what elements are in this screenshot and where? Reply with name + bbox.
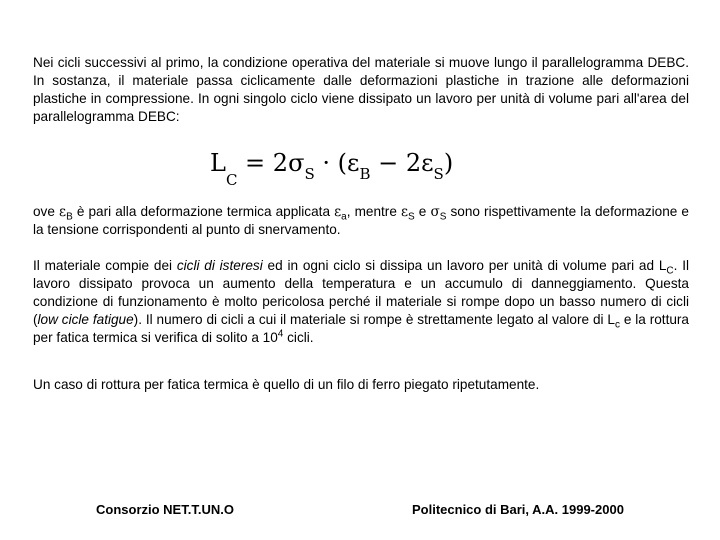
formula-eps-s: ε xyxy=(421,149,434,177)
formula-eps-b-sub: B xyxy=(359,165,371,183)
text-segment: . Il lavoro dissipato provoca un aumento della temperatura e un accumulo di danneggiamento. Questa condizione di funzionamento è molto pericolosa perché il materiale si rompe dopo un basso numero di cicli ( xyxy=(33,258,689,327)
symbol-epsilon: ε xyxy=(400,204,409,220)
subscript-a: a xyxy=(341,211,347,223)
text-segment: ). Il numero di cicli a cui il materiale si rompe è strettamente legato al valore di L xyxy=(133,312,615,327)
subscript-c: c xyxy=(614,319,620,331)
subscript-s: S xyxy=(408,211,415,223)
formula-equals: = xyxy=(237,149,273,177)
text-segment: è pari alla deformazione termica applicata xyxy=(72,204,335,219)
formula-dot: · ( xyxy=(314,149,347,177)
text-segment: cicli. xyxy=(283,330,314,345)
italic-term: cicli di isteresi xyxy=(176,258,263,273)
text-segment: e la rottura per fatica termica si verifica di solito a 10 xyxy=(33,312,689,345)
formula-sigma: σ xyxy=(288,149,305,177)
superscript-exponent: 4 xyxy=(277,328,284,340)
formula-eps-s-sub: S xyxy=(433,165,444,183)
text-segment: sono rispettivamente la deformazione e la tensione corrispondenti al punto di snervamento. xyxy=(33,204,689,237)
symbol-epsilon: ε xyxy=(334,204,342,220)
paragraph-intro: Nei cicli successivi al primo, la condizione operativa del materiale si muove lungo il parallelogramma DEBC. In sostanza, il materiale passa ciclicamente dalle deformazioni plastiche in trazione alle deformazioni plastiche in compressione. In ogni singolo ciclo viene dissipato un lavoro per unità di volume pari all'area del parallelogramma DEBC: xyxy=(33,55,689,124)
text-segment: , mentre xyxy=(346,204,401,219)
formula-minus: − 2 xyxy=(370,149,422,177)
symbol-sigma: σ xyxy=(430,204,440,220)
formula-close: ) xyxy=(443,149,454,177)
symbol-epsilon: ε xyxy=(59,204,67,220)
formula-eps-b: ε xyxy=(347,149,360,177)
text-segment: ove xyxy=(33,204,60,219)
text-segment: e xyxy=(414,204,431,219)
formula-lhs-sub: C xyxy=(225,171,238,189)
footer-left-label: Consorzio NET.T.UN.O xyxy=(96,502,234,517)
text-segment: Il materiale compie dei xyxy=(33,258,177,273)
subscript-c: C xyxy=(666,265,674,277)
subscript-b: B xyxy=(66,211,73,223)
formula-coef: 2 xyxy=(272,149,289,177)
text-segment: ed in ogni ciclo si dissipa un lavoro per unità di volume pari ad L xyxy=(262,258,667,273)
paragraph-hysteresis xyxy=(33,257,689,347)
italic-term: low cicle fatigue xyxy=(37,312,134,327)
subscript-s: S xyxy=(439,211,447,223)
paragraph-definitions xyxy=(33,203,689,239)
formula-sigma-sub: S xyxy=(304,165,315,183)
footer-right-label: Politecnico di Bari, A.A. 1999-2000 xyxy=(412,502,624,517)
paragraph-example: Un caso di rottura per fatica termica è quello di un filo di ferro piegato ripetutamente. xyxy=(33,377,540,392)
formula-dissipated-work xyxy=(210,143,453,191)
formula-lhs: L xyxy=(210,149,226,177)
